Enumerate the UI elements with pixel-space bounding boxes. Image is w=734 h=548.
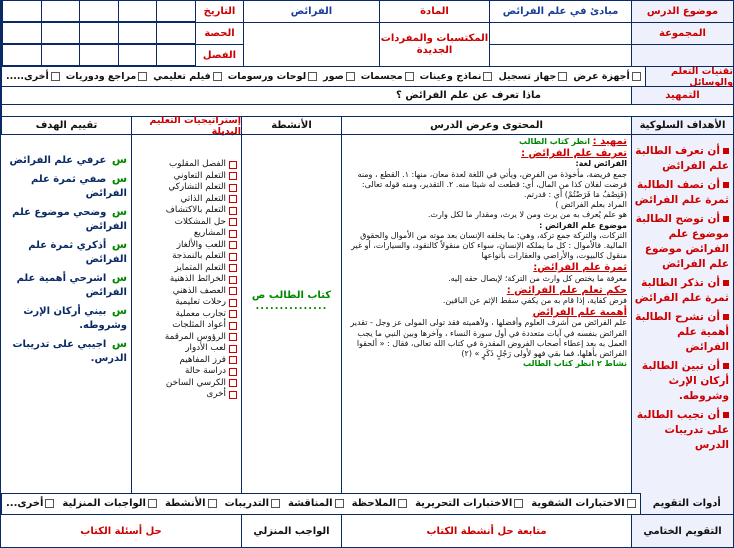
tool-projector[interactable]: أجهزة عرض [573,71,640,82]
tool-models[interactable]: نماذج وعينات [420,71,493,82]
main-body [1,135,733,494]
subject-title: موضوع علم الفرائض : [539,220,627,230]
follow-text: متابعة حل أنشطة الكتاب [341,515,631,547]
assess-homework[interactable]: الواجبات المنزلية [62,498,157,509]
goal-item: أن تبين الطالبة أركان الإرث وشروطه. [641,360,729,402]
group-empty [631,45,733,67]
topic-value: مبادئ في علم الفرائض [489,1,631,23]
strategies-column [131,135,241,493]
strategy-item[interactable]: رحلات تعليمية [132,297,237,309]
eval-item: س صفي ثمرة علم الفرائض [31,172,127,199]
subject-label: المادة [379,1,489,23]
assess-exercises[interactable]: التدريبات [225,498,280,509]
assess-written[interactable]: الاختبارات التحريرية [415,498,523,509]
strategy-item[interactable]: المشاريع [132,228,237,240]
def-lang-title: الفرائض لغة: [575,159,627,169]
intro-label: التمهيد [631,87,733,105]
eval-item: س اشرحي أهمية علم الفرائض [16,271,127,298]
class-grid [1,45,195,67]
footer-row [1,515,733,547]
period-grid [1,23,195,45]
eval-item: س وضحي موضوع علم الفرائض [12,205,127,232]
rule-title: حكم تعلم علم الفرائض : [506,284,627,296]
group-value [489,23,631,45]
homework-label: الواجب المنزلي [241,515,341,547]
tool-film[interactable]: فيلم تعليمي [153,71,221,82]
eval-item: س بيني أركان الإرث وشروطه. [23,304,127,331]
content-column [341,135,631,493]
goal-item: أن توضح الطالبة موضوع علم الفرائض موضوع علم الفرائض [635,213,729,270]
def-term2: هو علم يُعرف به من يرث ومن لا يرث، ومقدار ما لكل وارث. [427,210,627,220]
topic-label: موضوع الدرس [631,1,733,23]
col-goals: الأهداف السلوكية [631,117,733,135]
col-strategies: إستراتيجيات التعليم البديلة [131,117,241,135]
strategy-item[interactable]: الفصل المقلوب [132,159,237,171]
activity-line: نشاط ٢ انظر كتاب الطالب [523,359,627,369]
tool-3d-models[interactable]: مجسمات [361,71,414,82]
date-grid-1 [1,1,195,23]
eval-item: س اجيبي على تدريبات الدرس. [12,337,127,364]
gains-label: المكتسبات والمفردات الجديدة [379,23,489,67]
tool-pictures[interactable]: صور [323,71,355,82]
intro-question: ماذا تعرف عن علم الفرائض ؟ [1,87,631,105]
importance-title: أهمية علم الفرائض [532,307,627,319]
evaluation-column [1,135,131,493]
strategy-item[interactable]: اللعب والألغاز [132,240,237,252]
fruit-title: ثمرة علم الفرائض: [533,262,627,274]
col-content: المحتوى وعرض الدرس [341,117,631,135]
strategy-item[interactable]: التعلم المتمايز [132,263,237,275]
strategy-item[interactable]: لعب الأدوار [132,343,237,355]
activities-column [241,135,341,493]
intro-row [1,87,733,105]
assess-observation[interactable]: الملاحظة [352,498,408,509]
tool-boards[interactable]: لوحات ورسومات [228,71,317,82]
goal-item: أن تشرح الطالبة أهمية علم الفرائض [635,311,729,353]
intro-ref: انظر كتاب الطالب [518,137,591,146]
fruit-text: معرفة ما يختص كل وارث من التركة؛ لإيصال حقه إليه. [448,273,627,283]
rule-text: فرض كفاية، إذا قام به من يكفي سقط الإثم عن الباقين. [442,296,627,306]
group-value-2 [489,45,631,67]
goal-item: أن تصف الطالبة ثمرة علم الفرائض [634,179,729,206]
header-row-1 [1,1,733,23]
def-title: تعريف علم الفرائض : [521,148,627,160]
columns-header [1,114,733,137]
group-label: المجموعة [631,23,733,45]
goal-item: أن تعرف الطالبة علم الفرائض [635,145,729,172]
date-label: التاريخ [195,1,243,23]
assessment-options [1,493,640,515]
class-label: الفصل [195,45,243,67]
intro-line: تمهيد : [592,136,627,147]
strategy-item[interactable]: التعلم التشاركي [132,182,237,194]
header-row-3 [1,45,733,67]
strategy-item[interactable]: تجارب معملية [132,309,237,321]
importance-text: علم الفرائض من أشرف العلوم وأفضلها ، ولأهميته فقد تولى المولى عز وجل - تقدير الفرائض بنفسه في آيات متعددة في أول سورة النساء ، وآخرها وبين النبي ما يجب العمل به بعد إعطاء أصحاب الفروض المقدرة في كتاب الله تعالى، فقال : « ألحقوا الفرائض بأهلها، فما بقي فهو لأولى رَجُلٍ ذَكَرٍ » (٢) [350,318,627,359]
tools-row [1,67,733,87]
assess-other[interactable]: أخرى... [6,498,54,509]
col-activities: الأنشطة [241,117,341,135]
strategy-item[interactable]: الكرسي الساخن [132,378,237,390]
assessment-row [1,493,733,515]
subject-value: الفرائض [243,1,379,23]
eval-item: س أذكري ثمرة علم الفرائض [28,238,127,265]
def-term: المراد بعلم الفرائض ) [555,200,627,210]
goal-item: أن تذكر الطالبة ثمرة علم الفرائض [634,277,729,304]
strategy-item[interactable]: التعلم بالاكتشاف [132,205,237,217]
eval-item: س عرفي علم الفرائض [9,153,127,166]
tools-options [1,67,645,87]
strategy-item[interactable]: أعواد المثلجات [132,320,237,332]
final-eval-label: التقويم الختامي [631,515,733,547]
goals-column [631,135,733,493]
assess-discussion[interactable]: المناقشة [288,498,344,509]
tool-recorder[interactable]: جهاز تسجيل [498,71,567,82]
strategy-item[interactable]: العصف الذهني [132,286,237,298]
activity-text: كتاب الطالب ص [251,290,332,301]
strategy-item[interactable]: التعلم الذاتي [132,194,237,206]
strategy-item[interactable]: التعلم التعاوني [132,171,237,183]
period-label: الحصة [195,23,243,45]
subject-text: التركات، والتركة جمع تركة، وهي: ما يخلفه الإنسان بعد موته من الأموال والحقوق المالية. فالأموال : كل ما يملكه الإنسان، سواء كان منقولاً كالنقود، والسيارات، أو غير منقول كالبيوت، والأراضي والعقارات بأنواعها [351,230,627,261]
strategy-item[interactable]: أخرى [132,389,237,401]
assess-oral[interactable]: الاختبارات الشفوية [531,498,635,509]
assess-activities[interactable]: الأنشطة [165,498,217,509]
tools-label: تقنيات التعلم والوسائل [645,67,733,87]
strategy-item[interactable]: دراسة حالة [132,366,237,378]
assessment-label: أدوات التقويم [640,493,733,515]
col-evaluation: تقييم الهدف [1,117,131,135]
activity-dots: ............... [255,301,328,312]
goal-item: أن تجيب الطالبة على تدريبات الدرس [636,409,729,451]
solve-text: حل أسئلة الكتاب [80,525,162,537]
tool-references[interactable]: مراجع ودوريات [66,71,148,82]
strategy-item[interactable]: التعلم بالنمذجة [132,251,237,263]
tool-other[interactable]: أخرى..... [6,71,60,82]
strategy-item[interactable]: الخرائط الذهنية [132,274,237,286]
strategy-item[interactable]: فرز المفاهيم [132,355,237,367]
strategy-item[interactable]: الرؤوس المرقمة [132,332,237,344]
strategy-item[interactable]: حل المشكلات [132,217,237,229]
def-lang-text: جمع فريضة، مأخوذة من الفرض، ويأتي في اللغة لعدة معان، منها: ١. القطع ، ومنه فرضت لفلان كذا من المال، أي: قطعت له شيئا منه. ٢. التقدير، ومنه قوله تعالى: (فَنِصْفُ مَا فَرَضْتُمْ) أي : قدرتم. [357,169,627,200]
